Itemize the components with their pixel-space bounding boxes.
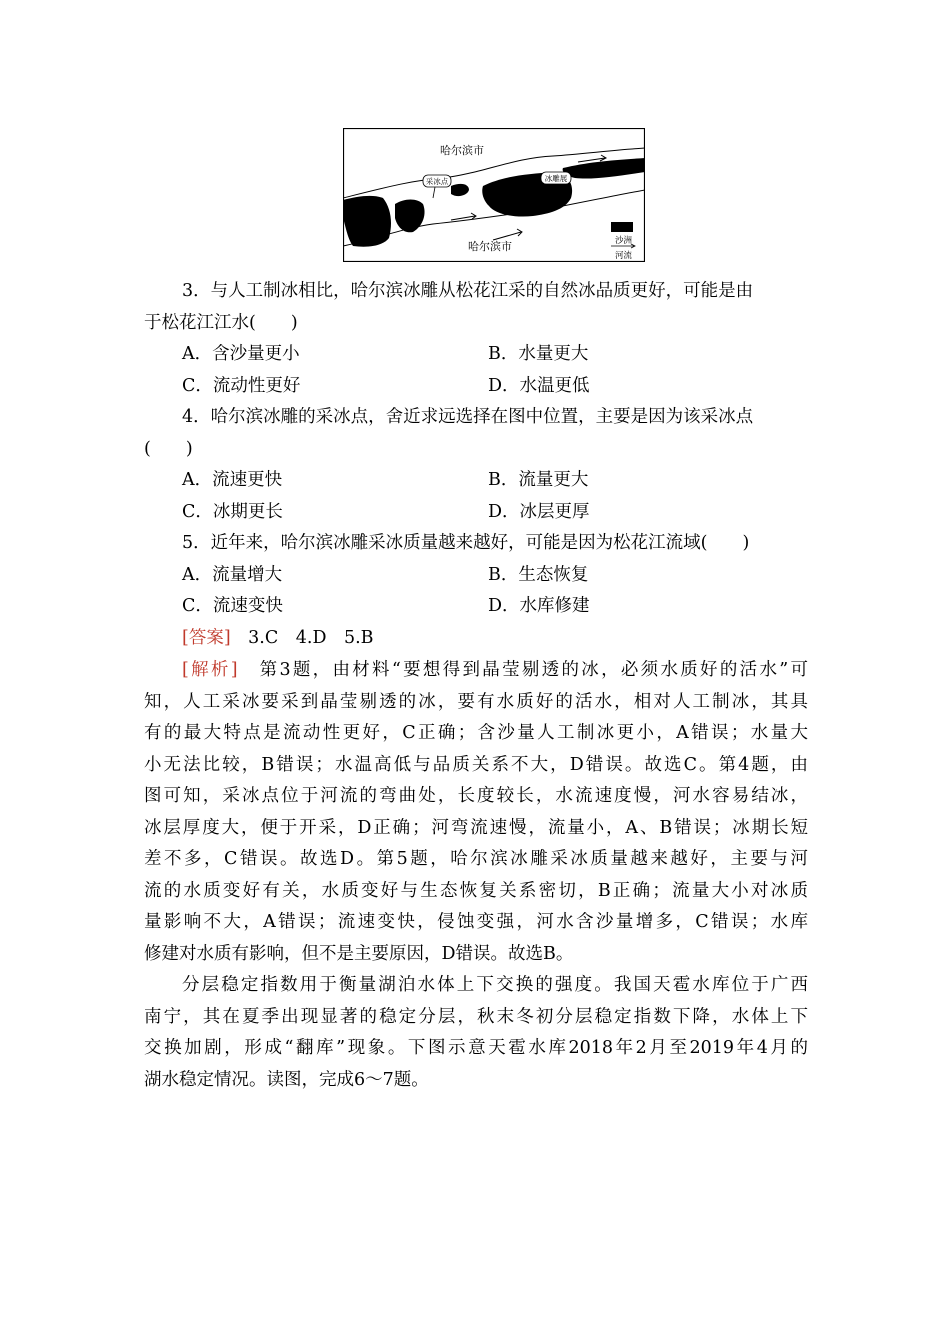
- q3-stem-line2: 于松花江江水( ): [144, 312, 298, 333]
- answer-text: 3.C 4.D 5.B: [230, 628, 374, 648]
- label-ice-sculpture: 冰雕展: [544, 174, 568, 183]
- analysis-line-7: 差不多，C错误。故选D。第5题，哈尔滨冰雕采冰质量越来越好，主要与河: [144, 849, 808, 869]
- analysis-line-5: 图可知，采冰点位于河流的弯曲处，长度较长，水流速度慢，河水容易结冰，: [144, 786, 808, 806]
- answer-tag: [答案]: [182, 628, 231, 648]
- q4-options-row2: [144, 497, 808, 529]
- q5-options-row1: [144, 560, 808, 592]
- analysis-line-8: 流的水质变好有关，水质变好与生态恢复关系密切，B正确；流量大小对冰质: [144, 880, 808, 901]
- legend-river-label: 河流: [615, 251, 633, 261]
- river-map: [343, 128, 645, 262]
- q5-option-b: B．生态恢复: [488, 564, 589, 585]
- sandbar-left: [343, 196, 391, 247]
- analysis-block: [144, 655, 808, 970]
- q3-option-b: B．水量更大: [488, 344, 589, 364]
- q3-option-d: D．水温更低: [488, 375, 590, 396]
- intro-q6-7: [144, 970, 808, 1096]
- q5-option-c: C．流速变快: [182, 596, 283, 616]
- analysis-line-1-text: 第3题，由材料“要想得到晶莹剔透的冰，必须水质好的活水”可: [237, 660, 808, 680]
- q4-stem-line1: 4．哈尔滨冰雕的采冰点，舍近求远选择在图中位置，主要是因为该采冰点: [182, 407, 754, 427]
- analysis-line-1: [144, 655, 808, 687]
- intro-line-1: 分层稳定指数用于衡量湖泊水体上下交换的强度。我国天雹水库位于广西: [182, 975, 808, 995]
- label-city-bottom: 哈尔滨市: [468, 240, 512, 253]
- river-map-figure: [343, 128, 645, 262]
- q5-stem: 5．近年来，哈尔滨冰雕采冰质量越来越好，可能是因为松花江流域( ): [182, 533, 750, 553]
- label-city-top: 哈尔滨市: [440, 144, 484, 157]
- legend-sandbar-swatch: [611, 222, 633, 232]
- q4-option-d: D．冰层更厚: [488, 501, 590, 522]
- q5-option-a: A．流量增大: [182, 564, 283, 585]
- analysis-line-3: 有的最大特点是流动性更好，C正确；含沙量人工制冰更小，A错误；水量大: [144, 723, 808, 743]
- q4-option-b: B．流量更大: [488, 470, 589, 490]
- q5-options-row2: [144, 591, 808, 623]
- q4-options-row1: [144, 465, 808, 497]
- analysis-line-10: 修建对水质有影响，但不是主要原因，D错误。故选B。: [144, 943, 574, 964]
- analysis-line-2: 知，人工采冰要采到晶莹剔透的冰，要有水质好的活水，相对人工制冰，其具: [144, 691, 808, 712]
- q3-options-row2: [144, 371, 808, 403]
- legend-sandbar-label: 沙洲: [615, 236, 633, 246]
- question-3: [144, 276, 808, 402]
- intro-line-2: 南宁，其在夏季出现显著的稳定分层，秋末冬初分层稳定指数下降，水体上下: [144, 1006, 808, 1027]
- q4-option-c: C．冰期更长: [182, 501, 283, 522]
- answer-line: [144, 623, 808, 655]
- q3-option-c: C．流动性更好: [182, 375, 301, 396]
- question-4: [144, 402, 808, 528]
- q3-options-row1: [144, 339, 808, 371]
- intro-line-3: 交换加剧，形成“翻库”现象。下图示意天雹水库2018年2月至2019年4月的: [144, 1038, 808, 1058]
- question-5: [144, 528, 808, 623]
- q4-stem-line2: ( ): [144, 438, 193, 459]
- label-ice-point: 采冰点: [425, 177, 449, 186]
- intro-line-4: 湖水稳定情况。读图，完成6～7题。: [144, 1069, 429, 1090]
- q4-option-a: A．流速更快: [182, 470, 283, 490]
- q3-stem-line1: 3．与人工制冰相比，哈尔滨冰雕从松花江采的自然冰品质更好，可能是由: [182, 281, 754, 301]
- q5-option-d: D．水库修建: [488, 596, 590, 616]
- answer-block: [144, 623, 808, 655]
- analysis-tag: [解析]: [182, 660, 238, 680]
- q3-option-a: A．含沙量更小: [182, 344, 300, 364]
- analysis-line-6: 冰层厚度大，便于开采，D正确；河弯流速慢，流量小，A、B错误；冰期长短: [144, 817, 808, 838]
- analysis-line-4: 小无法比较，B错误；水温高低与品质关系不大，D错误。故选C。第4题，由: [144, 754, 808, 775]
- analysis-line-9: 量影响不大，A错误；流速变快，侵蚀变强，河水含沙量增多，C错误；水库: [144, 912, 808, 932]
